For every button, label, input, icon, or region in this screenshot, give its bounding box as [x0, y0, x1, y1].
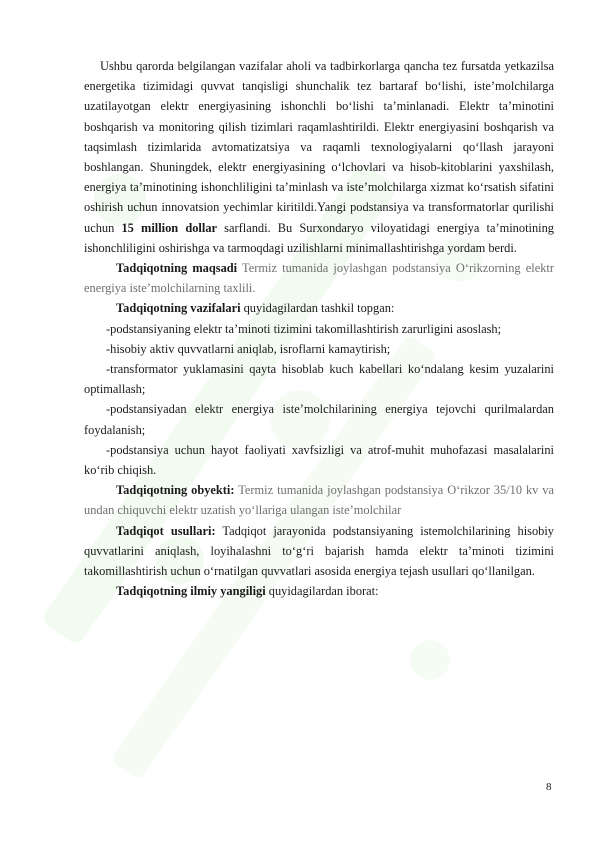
funding-amount: 15 million dollar	[121, 220, 218, 235]
methods-paragraph	[84, 521, 554, 582]
tasks-label: Tadqiqotning vazifalari	[116, 301, 241, 316]
methods-label: Tadqiqot usullari:	[116, 523, 216, 538]
novelty-text: quyidagilardan iborat:	[265, 584, 379, 599]
tasks-heading-paragraph	[84, 298, 554, 318]
novelty-paragraph	[84, 581, 554, 601]
page-number: 8	[546, 781, 552, 793]
task-item: -hisobiy aktiv quvvatlarni aniqlab, isroflarni kamaytirish;	[106, 341, 391, 356]
task-item: -podstansiya uchun hayot faoliyati xavfsizligi va atrof-muhit muhofazasi masalalarini ko‘rib chiqish.	[84, 442, 554, 478]
task-item: -podstansiyaning elektr ta’minoti tizimini takomillashtirish zarurligini asoslash;	[106, 321, 502, 336]
novelty-label: Tadqiqotning ilmiy yangiligi	[116, 584, 266, 599]
page-content	[84, 56, 554, 601]
goal-label: Tadqiqotning maqsadi	[116, 261, 238, 276]
goal-text: Termiz tumanida joylashgan podstansiya O‘rikzorning elektr energiya iste’molchilarning taxlili.	[84, 261, 554, 296]
object-paragraph	[84, 480, 554, 520]
intro-text: Ushbu qarorda belgilangan vazifalar aholi va tadbirkorlarga qancha tez fursatda yetkazilsa energetika tizimidagi quvvat tanqisligi shunchalik tez bartaraf bo‘lishi, iste’molchilarga uzatilayotgan elektr energiyasining ishonchli bo‘lishi ta’minlanadi. Elektr ta’minotini boshqarish va monitoring qilish tizimlari raqamlashtirildi. Elektr energiyasini boshqarish va taqsimlash tizimlarida avtomatizatsiya va raqamli texnologiyalarni qo‘llash jarayoni boshlangan. Shuningdek, elektr energiyasining o‘lchovlari va hisob-kitoblarini yaxshilash, energiya ta’minotining ishonchliligini ta’minlash va iste’molchilarga xizmat ko‘rsatish sifatini oshirish uchun innovatsion yechimlar kiritildi.Yangi podstansiya va transformatorlar qurilishi uchun	[84, 59, 554, 235]
tasks-intro-text: quyidagilardan tashkil topgan:	[240, 301, 395, 316]
object-text: Termiz tumanida joylashgan podstansiya O‘rikzor 35/10 kv va undan chiquvchi elektr uzatish yo‘llariga ulangan iste’molchilar	[84, 483, 554, 518]
intro-text-end: sarflandi. Bu Surxondaryo viloyatidagi energiya ta’minotining ishonchliligini oshirishga va tarmoqdagi uzilishlarni minimallashtirishga yordam berdi.	[84, 220, 554, 255]
object-label: Tadqiqotning obyekti:	[116, 483, 235, 498]
intro-paragraph	[84, 56, 554, 258]
task-item: -transformator yuklamasini qayta hisoblab kuch kabellari ko‘ndalang kesim yuzalarini optimallash;	[84, 362, 554, 397]
goal-paragraph	[84, 258, 554, 298]
methods-text: Tadqiqot jarayonida podstansiyaning istemolchilarining hisobiy quvvatlarini aniqlash, loyihalashni to‘g‘ri bajarish hamda elektr ta’minoti tizimini takomillashtirish uchun o‘rnatilgan quvvatlari asosida energiya tejash usullari qo‘llanilgan.	[84, 523, 555, 579]
task-item: -podstansiyadan elektr energiya iste’molchilarining energiya tejovchi qurilmalardan foydalanish;	[84, 402, 554, 437]
